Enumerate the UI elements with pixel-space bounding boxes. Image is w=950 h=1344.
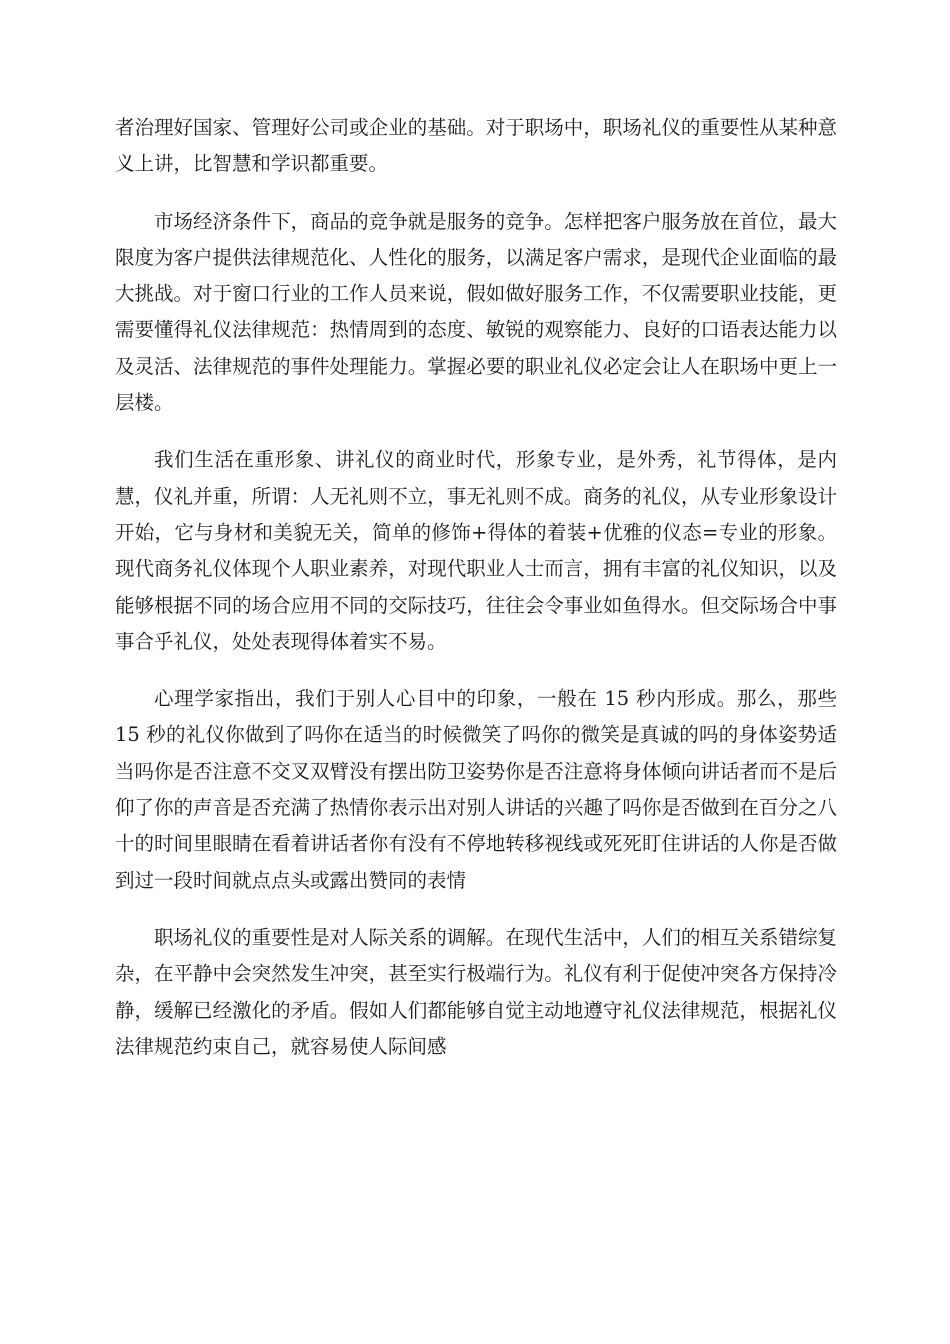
paragraph-business-etiquette: 我们生活在重形象、讲礼仪的商业时代，形象专业，是外秀，礼节得体，是内慧，仪礼并重，所谓：人无礼则不立，事无礼则不成。商务的礼仪，从专业形象设计开始，它与身材和美貌无关，简单的修饰+得体的着装+优雅的仪态=专业的形象。现代商务礼仪体现个人职业素养，对现代职业人士而言，拥有丰富的礼仪知识，以及能够根据不同的场合应用不同的交际技巧，往往会令事业如鱼得水。但交际场合中事事合乎礼仪，处处表现得体着实不易。 <box>115 448 837 653</box>
paragraph-service-competition: 市场经济条件下，商品的竞争就是服务的竞争。怎样把客户服务放在首位，最大限度为客户提供法律规范化、人性化的服务，以满足客户需求，是现代企业面临的最大挑战。对于窗口行业的工作人员来说，假如做好服务工作，不仅需要职业技能，更需要懂得礼仪法律规范：热情周到的态度、敏锐的观察能力、良好的口语表达能力以及灵活、法律规范的事件处理能力。掌握必要的职业礼仪必定会让人在职场中更上一层楼。 <box>115 209 837 415</box>
document-body <box>115 110 837 1086</box>
paragraph-continued: 者治理好国家、管理好公司或企业的基础。对于职场中，职场礼仪的重要性从某种意义上讲，比智慧和学识都重要。 <box>115 116 837 176</box>
paragraph-interpersonal-relations: 职场礼仪的重要性是对人际关系的调解。在现代生活中，人们的相互关系错综复杂，在平静中会突然发生冲突，甚至实行极端行为。礼仪有利于促使冲突各方保持冷静，缓解已经激化的矛盾。假如人们都能够自觉主动地遵守礼仪法律规范，根据礼仪法律规范约束自己，就容易使人际间感 <box>115 925 837 1058</box>
paragraph-first-impression: 心理学家指出，我们于别人心目中的印象，一般在 15 秒内形成。那么，那些 15 秒的礼仪你做到了吗你在适当的时候微笑了吗你的微笑是真诚的吗的身体姿势适当吗你是否注意不交叉双臂没有摆出防卫姿势你是否注意将身体倾向讲话者而不是后仰了你的声音是否充满了热情你表示出对别人讲话的兴趣了吗你是否做到在百分之八十的时间里眼睛在看着讲话者你有没有不停地转移视线或死死盯住讲话的人你是否做到过一段时间就点点头或露出赞同的表情 <box>115 687 837 892</box>
